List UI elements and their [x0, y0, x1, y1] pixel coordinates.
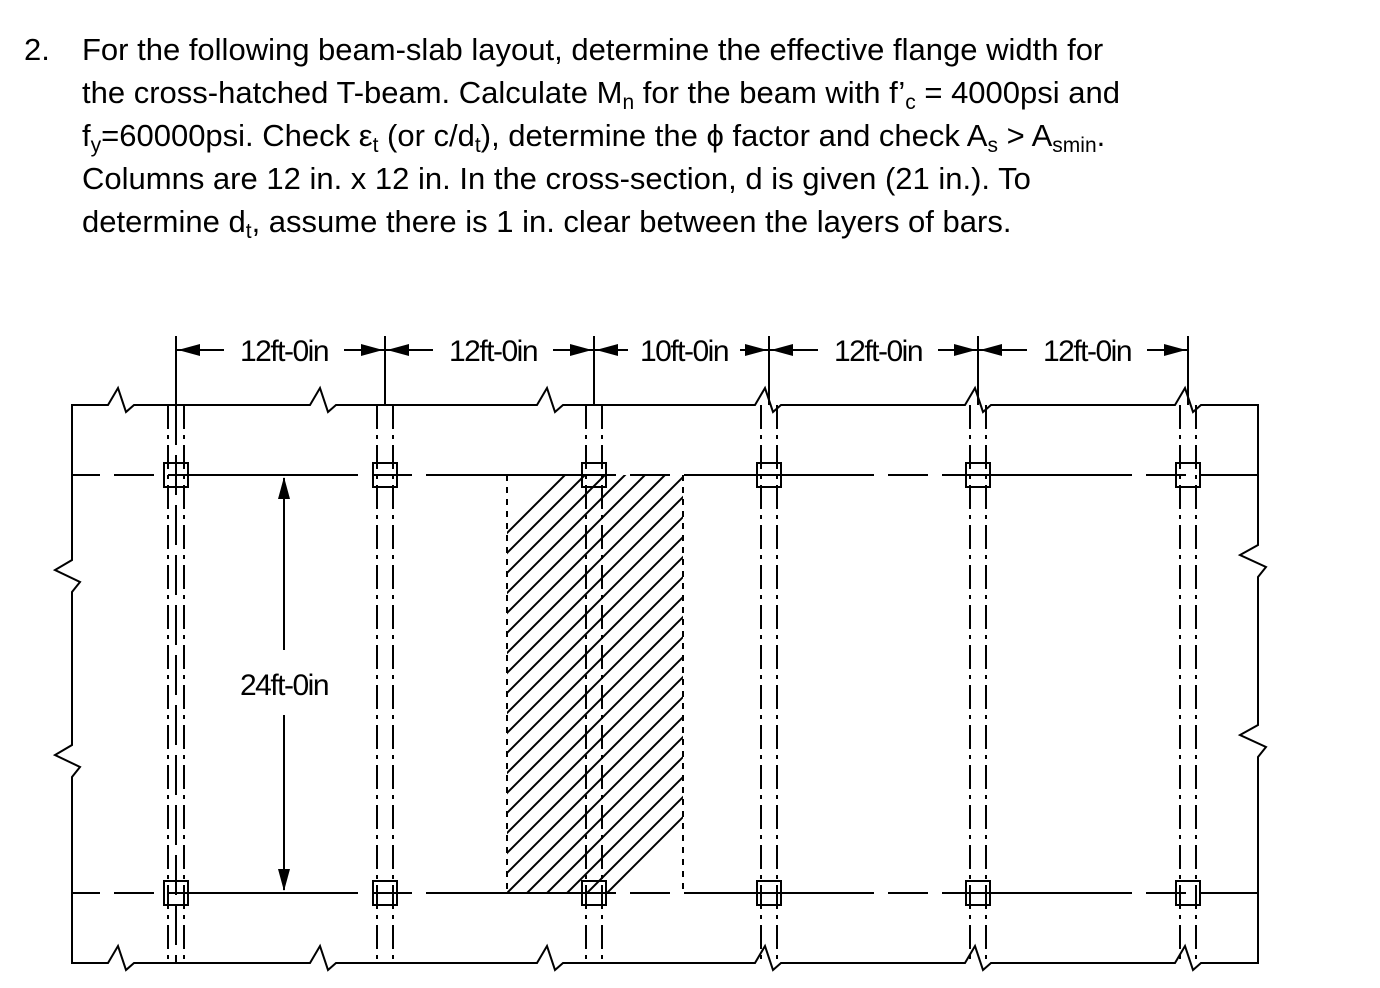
problem-line-2: the cross-hatched T-beam. Calculate $M_n$ for the beam with $f’_c = 4000psi$ and [82, 75, 1120, 114]
beam-5 [970, 405, 986, 963]
span-label-3: 10ft-0in [639, 335, 729, 368]
girder-span-label: 24ft-0in [239, 669, 329, 702]
problem-line-4: Columns are 12 in. x 12 in. In the cross-section, d is given (21 in.). To [82, 161, 1031, 196]
slab-bottom-edge [72, 893, 1258, 970]
span-label-1: 12ft-0in [239, 335, 329, 368]
problem-line-3: $f_y=60000psi$. Check $\varepsilon_t$ (or $c/d_t$), determine the ϕ factor and check $A_s > A_{smin}$. [82, 118, 1106, 157]
span-label-4: 12ft-0in [833, 335, 923, 368]
beam-1 [168, 405, 184, 963]
problem-line-5: determine $d_t$, assume there is 1 in. clear between the layers of bars. [82, 204, 1012, 243]
slab-right-edge [1240, 475, 1266, 893]
span-label-5: 12ft-0in [1042, 335, 1132, 368]
beam-6 [1180, 405, 1196, 963]
slab-left-edge [55, 475, 80, 893]
beam-2 [377, 405, 393, 963]
span-label-2: 12ft-0in [448, 335, 538, 368]
beam-4 [761, 405, 777, 963]
problem-line-1: 2. For the following beam-slab layout, determine the effective flange width for [24, 32, 1104, 67]
cross-hatched-t-beam [20, 420, 1080, 988]
problem-number: 2. [24, 32, 50, 67]
slab-top-edge [72, 388, 1258, 475]
